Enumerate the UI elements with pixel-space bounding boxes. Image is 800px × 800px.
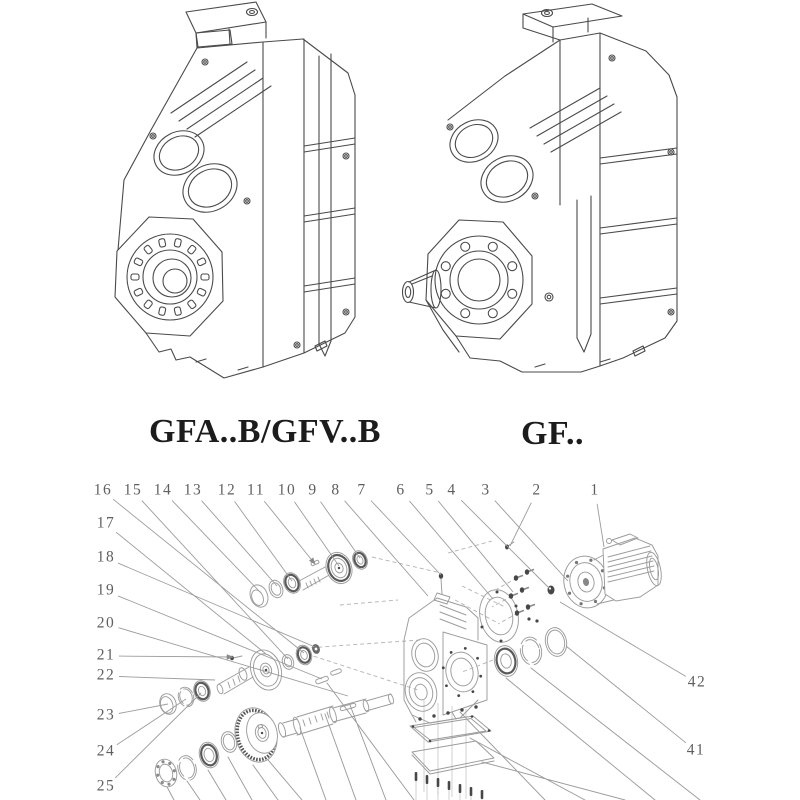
leader-line-6 — [409, 501, 493, 599]
part-number-25: 25 — [96, 777, 116, 795]
part-number-24: 24 — [96, 742, 116, 760]
part-number-8: 8 — [331, 481, 341, 499]
leader-line-10 — [294, 502, 339, 566]
circlip — [176, 685, 196, 709]
tie-rod — [577, 196, 591, 352]
part-number-15: 15 — [123, 481, 143, 499]
leader-lines — [113, 499, 686, 778]
tie-rod — [319, 54, 331, 356]
locknut — [311, 643, 321, 655]
part-number-6: 6 — [396, 481, 406, 499]
bolt-hole-ring — [441, 242, 517, 318]
intermediate-gear — [245, 646, 286, 694]
leader-line-23 — [119, 704, 168, 714]
leader-line-7 — [371, 501, 441, 576]
part-numbers — [94, 482, 707, 795]
part-number-1: 1 — [590, 481, 600, 499]
part-number-10: 10 — [277, 481, 297, 499]
part-number-7: 7 — [357, 481, 367, 499]
leader-line-14 — [172, 500, 261, 593]
part-number-23: 23 — [96, 706, 116, 724]
leader-line-3 — [495, 501, 568, 581]
part-number-16: 16 — [93, 481, 113, 499]
part-number-5: 5 — [425, 481, 435, 499]
leader-line-24 — [117, 699, 186, 745]
part-number-22: 22 — [96, 666, 116, 684]
leader-line-17 — [116, 532, 266, 654]
part-number-4: 4 — [447, 481, 457, 499]
model-label-gfa-gfv: GFA..B/GFV..B — [149, 413, 381, 450]
input-gear — [321, 548, 356, 587]
intermediate-pinion-shaft — [216, 667, 253, 695]
part-number-17: 17 — [96, 514, 116, 532]
cover-bolts — [415, 772, 484, 800]
collar-bearing — [350, 549, 370, 572]
leader-line-19 — [118, 596, 322, 679]
leader-line-2 — [510, 503, 531, 546]
gearbox-line-drawing-foot-mounted — [115, 2, 355, 378]
flange-bolt-set — [509, 569, 535, 616]
key — [330, 668, 342, 676]
ball-bearing — [152, 757, 180, 789]
screw-plug — [548, 586, 555, 595]
part-number-9: 9 — [308, 481, 318, 499]
output-shaft — [277, 694, 394, 738]
output-boss — [426, 220, 532, 339]
output-gear — [229, 703, 283, 767]
bearing — [492, 643, 521, 678]
input-shaft-assembly — [247, 548, 370, 609]
shim-ring — [543, 626, 570, 659]
set-screw — [230, 656, 242, 661]
part-number-11: 11 — [247, 481, 265, 499]
leader-line-22 — [119, 677, 215, 681]
leader-line-42 — [560, 602, 686, 676]
top-plate — [186, 2, 266, 33]
leader-line-12 — [235, 502, 292, 582]
part-number-14: 14 — [153, 481, 173, 499]
circlip — [175, 754, 199, 783]
washer — [280, 653, 295, 671]
intermediate-shaft-assembly — [157, 643, 321, 716]
circlip — [518, 635, 544, 667]
motor-assembly — [559, 534, 664, 612]
gear-housing — [401, 573, 487, 723]
leader-line-1 — [597, 504, 604, 547]
part-number-42: 42 — [687, 673, 707, 691]
motor-body — [603, 534, 664, 601]
oil-seal — [196, 740, 221, 770]
part-number-18: 18 — [96, 548, 116, 566]
part-number-20: 20 — [96, 614, 116, 632]
top-plate — [523, 4, 622, 27]
leader-line-9 — [321, 502, 361, 558]
part-number-19: 19 — [96, 581, 116, 599]
motor-flange-gasket — [475, 586, 523, 646]
o-ring — [267, 578, 286, 600]
leader-line-41 — [566, 646, 686, 743]
part-number-21: 21 — [96, 646, 116, 664]
model-label-gf: GF.. — [520, 415, 585, 452]
part-number-2: 2 — [532, 481, 542, 499]
exploded-parts-view — [94, 482, 707, 800]
part-number-12: 12 — [217, 481, 237, 499]
part-number-13: 13 — [183, 481, 203, 499]
vent-screw — [439, 573, 443, 579]
end-cap — [247, 582, 271, 610]
bearing — [281, 570, 304, 595]
leader-line-20 — [119, 628, 349, 696]
leader-line-4 — [461, 500, 549, 588]
gearbox-line-drawing-shaft-version — [403, 4, 678, 372]
part-number-3: 3 — [481, 481, 491, 499]
part-number-41: 41 — [686, 741, 706, 759]
leader-line-11 — [264, 501, 315, 564]
eye-bolt — [607, 539, 612, 544]
